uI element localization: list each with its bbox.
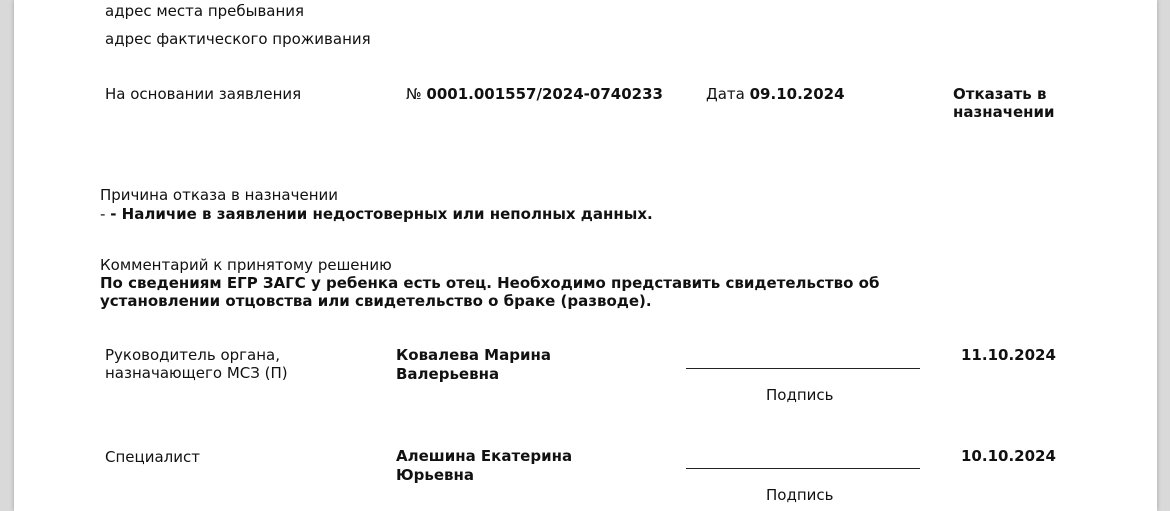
signature-date: 11.10.2024 [961,346,1056,364]
application-number [406,85,663,104]
basis-label: На основании заявления [105,85,302,103]
address-stay-label: адрес места пребывания [105,2,305,20]
date-value: 09.10.2024 [749,85,845,103]
name-line1: Ковалева Марина [396,346,551,364]
decision-line2: назначении [953,103,1055,121]
name-line1: Алешина Екатерина [396,447,573,465]
comment-line1: По сведениям ЕГР ЗАГС у ребенка есть отец. Необходимо представить свидетельство об [100,274,880,292]
signer-name [396,346,551,384]
signature-date: 10.10.2024 [961,447,1056,465]
signature-label: Подпись [766,486,834,504]
comment-text [100,274,879,310]
signature-line [686,468,920,469]
date-prefix: Дата [706,85,745,103]
name-line2: Юрьевна [396,466,474,484]
comment-label: Комментарий к принятому решению [100,256,392,274]
number-prefix: № [406,85,422,103]
signer-name [396,447,572,485]
refusal-reason [100,205,653,224]
comment-line2: установлении отцовства или свидетельство о браке (разводе). [100,292,652,310]
number-value: 0001.001557/2024-0740233 [426,85,663,103]
application-date [706,85,845,104]
signature-label: Подпись [766,386,834,404]
decision [953,85,1055,121]
name-line2: Валерьевна [396,365,500,383]
refusal-reason-text: - Наличие в заявлении недостоверных или неполных данных. [110,205,653,223]
signature-line [686,368,920,369]
decision-line1: Отказать в [953,85,1047,103]
signer-role [105,346,288,382]
signer-role [105,448,200,466]
document-page [14,0,1157,511]
role-line1: Специалист [105,448,200,466]
refusal-label: Причина отказа в назначении [100,186,339,204]
role-line1: Руководитель органа, [105,346,280,364]
address-actual-label: адрес фактического проживания [105,30,371,48]
refusal-dash: - [100,205,106,223]
role-line2: назначающего МСЗ (П) [105,364,288,382]
